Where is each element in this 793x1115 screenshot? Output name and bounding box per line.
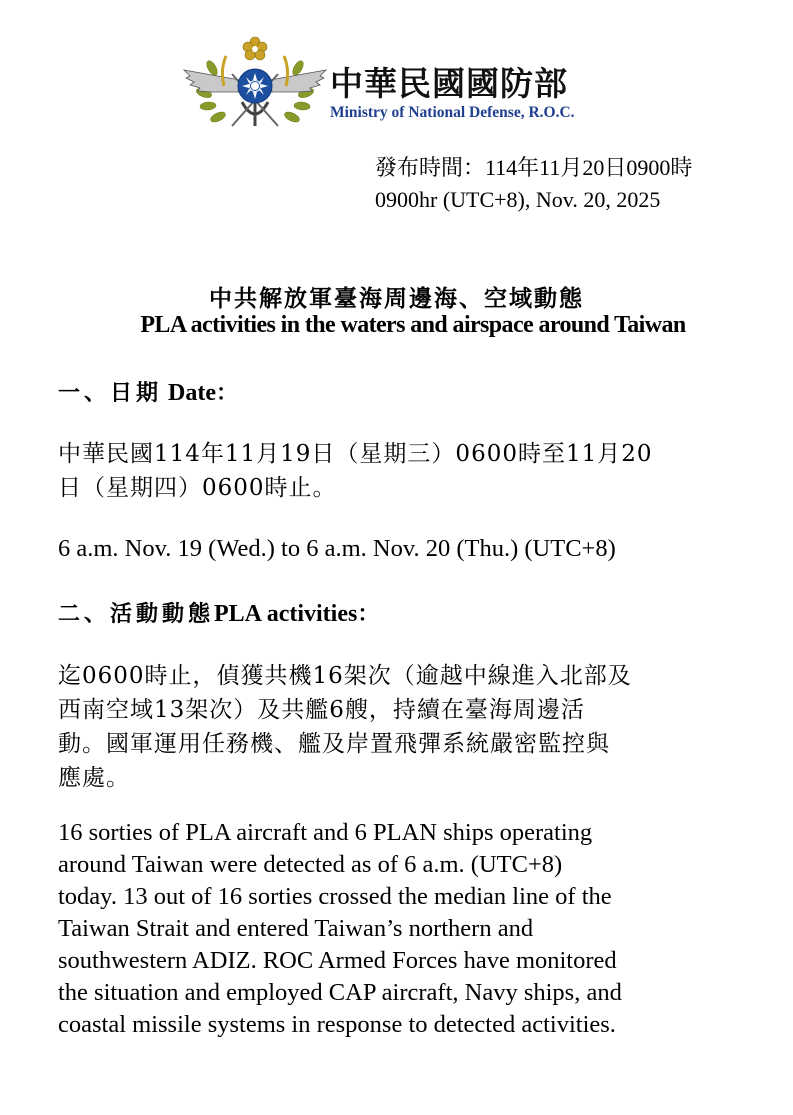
activities-line-en: today. 13 out of 16 sorties crossed the median line of the [58, 883, 612, 910]
activities-line-en: around Taiwan were detected as of 6 a.m. (UTC+8) [58, 851, 563, 878]
section-heading-activities-en: PLA activities [214, 601, 358, 627]
activities-line-zh: 西南空域13架次）及共艦6艘，持續在臺海周邊活 [58, 697, 585, 723]
activities-paragraph-en [58, 817, 622, 1041]
date-paragraph-en: 6 a.m. Nov. 19 (Wed.) to 6 a.m. Nov. 20 (Thu.) (UTC+8) [58, 535, 616, 562]
release-time-zh: 發布時間：114年11月20日0900時 [375, 155, 693, 180]
section-heading-date-en: Date [168, 380, 216, 406]
section-heading-date [58, 376, 242, 407]
release-time-block [375, 152, 692, 216]
date-paragraph-zh [58, 437, 758, 505]
activities-line-zh: 迄0600時止，偵獲共機16架次（逾越中線進入北部及 [58, 663, 632, 689]
date-line-zh: 日（星期四）0600時止。 [58, 475, 337, 501]
section-heading-date-colon: ： [216, 381, 243, 406]
activities-line-en: the situation and employed CAP aircraft, Navy ships, and [58, 979, 622, 1006]
section-heading-date-zh: 一、日期 [58, 381, 163, 406]
section-heading-activities-colon: ： [357, 602, 384, 627]
activities-line-zh: 動。國軍運用任務機、艦及岸置飛彈系統嚴密監控與 [58, 731, 610, 757]
section-heading-activities-zh: 二、活動動態 [58, 602, 215, 627]
organization-name-en: Ministry of National Defense, R.O.C. [330, 104, 575, 121]
document-title-en: PLA activities in the waters and airspace around Taiwan [140, 312, 686, 338]
activities-paragraph-zh [58, 659, 758, 795]
section-heading-activities [58, 597, 383, 628]
activities-line-en: coastal missile systems in response to detected activities. [58, 1011, 616, 1038]
date-line-zh: 中華民國114年11月19日（星期三）0600時至11月20 [58, 441, 653, 467]
activities-line-en: southwestern ADIZ. ROC Armed Forces have monitored [58, 947, 617, 974]
activities-line-zh: 應處。 [58, 765, 130, 791]
organization-name-zh: 中華民國國防部 [330, 64, 568, 103]
release-time-en: 0900hr (UTC+8), Nov. 20, 2025 [375, 187, 661, 212]
document-title-zh: 中共解放軍臺海周邊海、空域動態 [209, 286, 584, 312]
activities-line-en: Taiwan Strait and entered Taiwan’s northern and [58, 915, 534, 942]
activities-line-en: 16 sorties of PLA aircraft and 6 PLAN ships operating [58, 819, 593, 846]
mnd-emblem-icon [182, 30, 328, 138]
